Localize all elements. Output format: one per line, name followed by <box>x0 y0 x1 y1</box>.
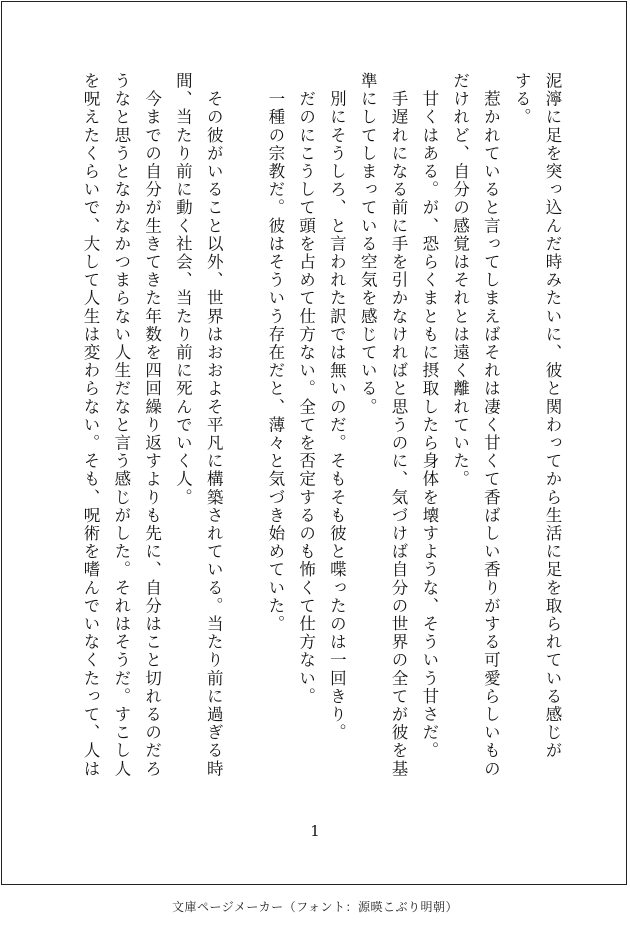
text-line <box>232 72 256 788</box>
page-frame <box>1 1 627 885</box>
text-line: を呪えたくらいで、大して人生は変わらない。そも、呪術を嗜んでいなくたって、人は <box>81 72 100 778</box>
text-line: 今までの自分が生きてきた年数を四回繰り返すよりも先に、自分はこと切れるのだろ <box>142 72 162 778</box>
text-line: 手遅れになる前に手を引かなければと思うのに、気づけば自分の世界の全てが彼を基 <box>389 72 408 778</box>
text-line: うなと思うとなかなかつまらない人生だなと言う感じがした。それはそうだ。すこし人 <box>111 72 131 778</box>
text-line: 泥濘に足を突っ込んだ時みたいに、彼と関わってから生活に足を取られている感じが <box>543 72 562 760</box>
text-line: その彼がいること以外、世界はおおよそ平凡に構築されている。当たり前に過ぎる時 <box>204 72 224 778</box>
text-line: 準にしてしまっている空気を感じている。 <box>358 72 378 416</box>
footer-caption: 文庫ページメーカー（フォント：源暎こぶり明朝） <box>171 900 459 914</box>
text-line: だけれど、自分の感覚はそれとは遠く離れていた。 <box>450 72 470 489</box>
text-line: する。 <box>512 72 532 127</box>
body-text <box>82 72 564 788</box>
text-line: 甘くはある。が、恐らくまともに摂取したら身体を壊すような、そういう甘さだ。 <box>419 72 439 760</box>
page-number: 1 <box>310 822 320 840</box>
text-line: 間、当たり前に動く社会、当たり前に死んでいく人。 <box>173 72 193 507</box>
text-line: 一種の宗教だ。彼はそういう存在だと、薄々と気づき始めていた。 <box>265 72 285 634</box>
text-line: だのにこうして頭を占めて仕方ない。全てを否定するのも怖くて仕方ない。 <box>296 72 316 706</box>
text-line: 別にそうしろ、と言われた訳では無いのだ。そもそも彼と喋ったのは一回きり。 <box>327 72 347 742</box>
text-line: 惹かれていると言ってしまえばそれは凄く甘くて香ばしい香りがする可愛らしいもの <box>481 72 501 778</box>
